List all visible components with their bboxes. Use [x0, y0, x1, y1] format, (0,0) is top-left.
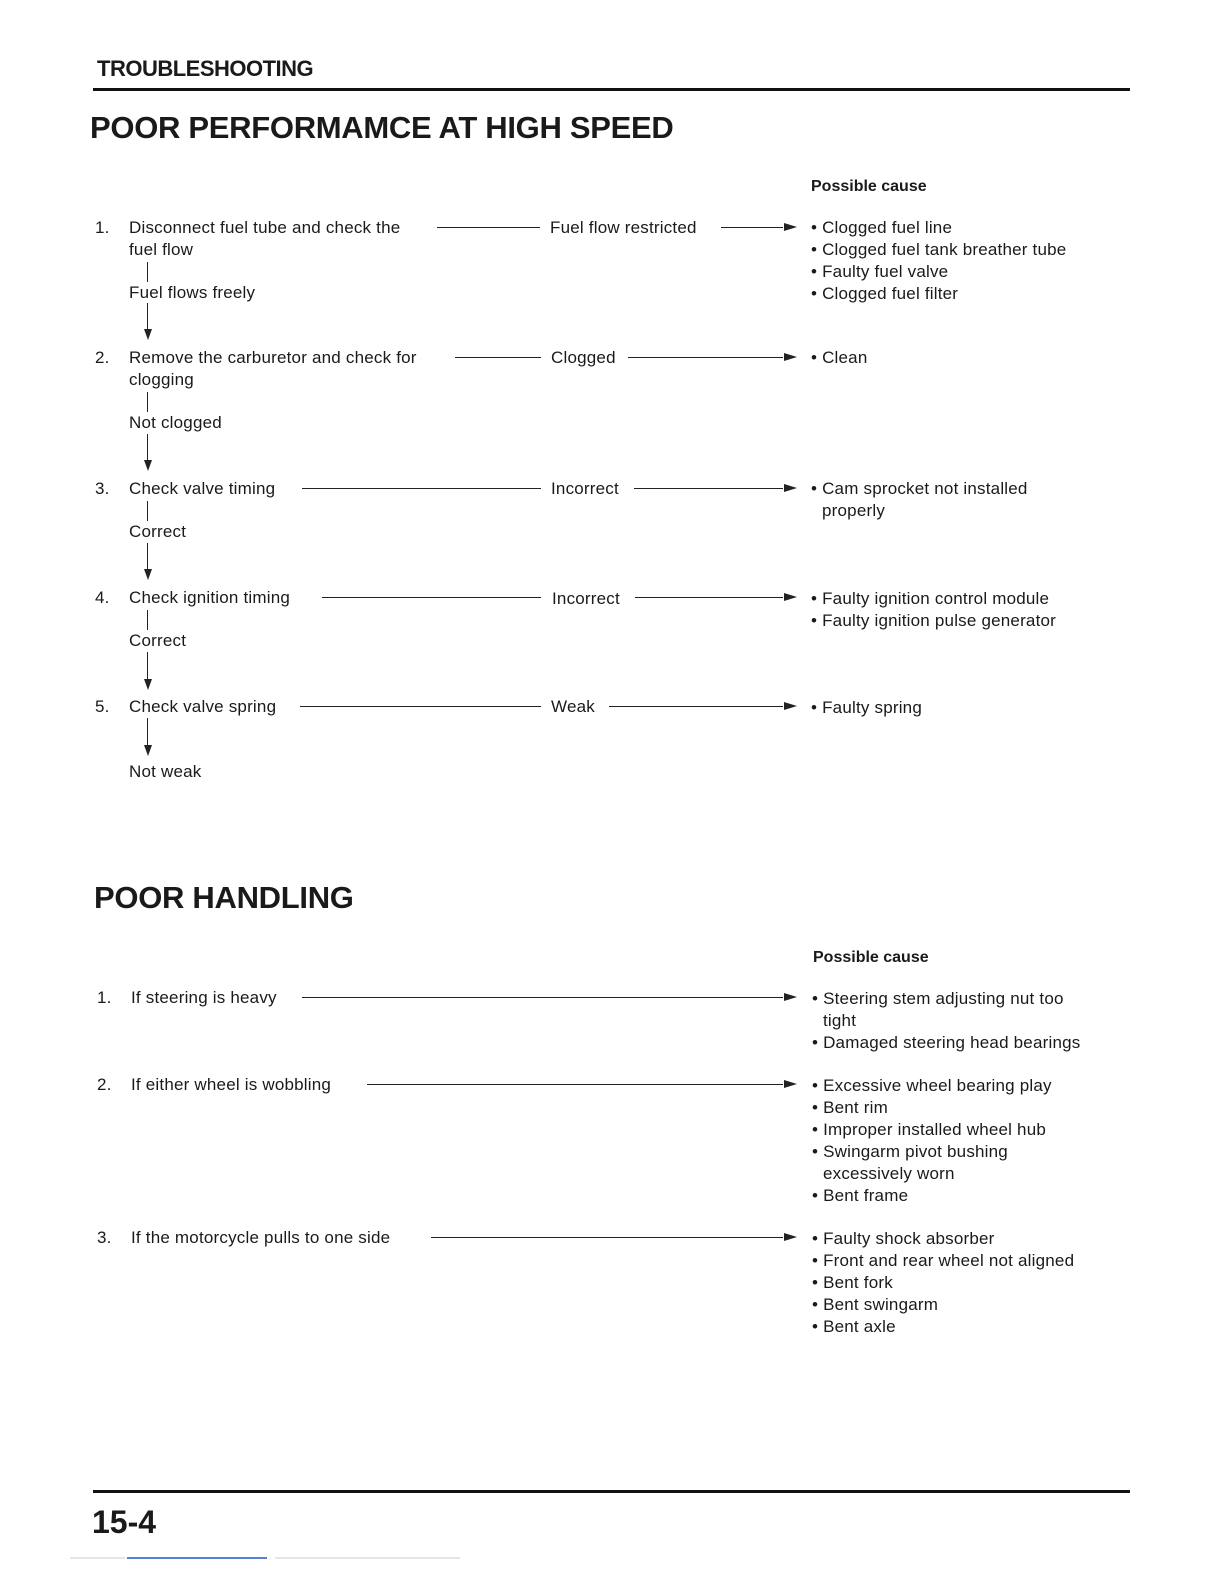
handling-item2-number: 2. [97, 1075, 112, 1094]
step4-ok-text: Correct [129, 631, 187, 650]
step3-causes [811, 478, 1028, 522]
step3-down-line [147, 543, 148, 569]
step1-connector [437, 227, 540, 228]
cause-item: • Bent swingarm [812, 1295, 939, 1314]
step5-causes [811, 697, 922, 719]
handling-item3-text: If the motorcycle pulls to one side [131, 1228, 391, 1247]
cause-item: • Clogged fuel line [811, 218, 953, 237]
cause-item-continued: tight [823, 1011, 857, 1030]
handling-item2-text: If either wheel is wobbling [131, 1075, 332, 1094]
step2-arrow-head-icon [784, 353, 797, 361]
step5-connector [300, 706, 541, 707]
step4-down-arrow-icon [144, 679, 152, 690]
handling-item3-causes [812, 1228, 1074, 1338]
step3-number: 3. [95, 479, 110, 498]
step4-flow-line [147, 610, 148, 630]
step2-flow-line [147, 392, 148, 412]
section-header: TROUBLESHOOTING [97, 56, 314, 81]
step5-number: 5. [95, 697, 110, 716]
step2-causes [811, 347, 868, 369]
step2-down-arrow-icon [144, 460, 152, 471]
step3-connector [302, 488, 541, 489]
cause-item: • Bent axle [812, 1317, 896, 1336]
step5-arrow-line [609, 706, 783, 707]
step2-number: 2. [95, 348, 110, 367]
step4-outcome: Incorrect [552, 589, 620, 608]
step2-text-line1: Remove the carburetor and check for [129, 348, 417, 367]
cause-item: • Faulty ignition control module [811, 589, 1050, 608]
handling-item3-number: 3. [97, 1228, 112, 1247]
step4-down-line [147, 652, 148, 679]
section1-title: POOR PERFORMAMCE AT HIGH SPEED [90, 110, 674, 145]
cause-item: • Clean [811, 348, 868, 367]
footer-decoration [275, 1557, 460, 1559]
cause-item: • Faulty shock absorber [812, 1229, 995, 1248]
step3-outcome: Incorrect [551, 479, 619, 498]
step1-text-line2: fuel flow [129, 240, 194, 259]
cause-item: • Swingarm pivot bushing [812, 1142, 1008, 1161]
step1-ok-text: Fuel flows freely [129, 283, 256, 302]
section2-title: POOR HANDLING [94, 880, 354, 915]
step2-outcome: Clogged [551, 348, 616, 367]
step4-text-line1: Check ignition timing [129, 588, 291, 607]
cause-item: • Faulty spring [811, 698, 922, 717]
step5-outcome: Weak [551, 697, 595, 716]
step1-arrow-head-icon [784, 223, 797, 231]
step4-connector [322, 597, 541, 598]
cause-item: • Clogged fuel filter [811, 284, 959, 303]
handling-item3-arrow-head-icon [784, 1233, 797, 1241]
step5-down-arrow-icon [144, 745, 152, 756]
cause-item: • Excessive wheel bearing play [812, 1076, 1052, 1095]
step1-causes [811, 217, 1066, 305]
step4-causes [811, 588, 1056, 632]
step2-down-line [147, 434, 148, 460]
handling-item2-arrow-line [367, 1084, 783, 1085]
step2-arrow-line [628, 357, 783, 358]
step3-arrow-line [634, 488, 783, 489]
step3-ok-text: Correct [129, 522, 187, 541]
step5-ok-text: Not weak [129, 762, 202, 781]
handling-item2-causes [812, 1075, 1052, 1207]
step2-ok-text: Not clogged [129, 413, 222, 432]
step4-arrow-line [635, 597, 783, 598]
step1-flow-line [147, 262, 148, 282]
handling-item1-arrow-line [302, 997, 783, 998]
step5-text-line1: Check valve spring [129, 697, 277, 716]
footer-decoration [127, 1557, 267, 1559]
handling-item1-arrow-head-icon [784, 993, 797, 1001]
handling-item2-arrow-head-icon [784, 1080, 797, 1088]
handling-item1-causes [812, 988, 1080, 1054]
step1-text-line1: Disconnect fuel tube and check the [129, 218, 401, 237]
handling-item1-number: 1. [97, 988, 112, 1007]
cause-item: • Front and rear wheel not aligned [812, 1251, 1075, 1270]
step5-down-line [147, 718, 148, 745]
handling-item1-text: If steering is heavy [131, 988, 277, 1007]
cause-item: • Faulty ignition pulse generator [811, 611, 1057, 630]
step2-text-line2: clogging [129, 370, 194, 389]
cause-item: • Bent rim [812, 1098, 888, 1117]
cause-item: • Cam sprocket not installed [811, 479, 1028, 498]
step4-number: 4. [95, 588, 110, 607]
page-number: 15-4 [92, 1504, 157, 1540]
cause-item: • Bent frame [812, 1186, 909, 1205]
step2-connector [455, 357, 541, 358]
cause-item: • Bent fork [812, 1273, 893, 1292]
step5-arrow-head-icon [784, 702, 797, 710]
step3-arrow-head-icon [784, 484, 797, 492]
step3-down-arrow-icon [144, 569, 152, 580]
section1-cause-heading: Possible cause [811, 178, 927, 195]
step4-arrow-head-icon [784, 593, 797, 601]
step1-number: 1. [95, 218, 110, 237]
cause-item: • Clogged fuel tank breather tube [811, 240, 1067, 259]
footer-decoration [70, 1557, 125, 1559]
cause-item-continued: excessively worn [823, 1164, 955, 1183]
footer-rule [93, 1490, 1130, 1493]
step1-outcome: Fuel flow restricted [550, 218, 697, 237]
cause-item: • Faulty fuel valve [811, 262, 949, 281]
step1-down-line [147, 303, 148, 329]
handling-item3-arrow-line [431, 1237, 783, 1238]
cause-item: • Damaged steering head bearings [812, 1033, 1081, 1052]
step1-arrow-line [721, 227, 783, 228]
cause-item-continued: properly [822, 501, 886, 520]
section2-cause-heading: Possible cause [813, 949, 929, 966]
cause-item: • Improper installed wheel hub [812, 1120, 1047, 1139]
step1-down-arrow-icon [144, 329, 152, 340]
step3-flow-line [147, 501, 148, 521]
step3-text-line1: Check valve timing [129, 479, 276, 498]
cause-item: • Steering stem adjusting nut too [812, 989, 1064, 1008]
header-rule [93, 88, 1130, 91]
